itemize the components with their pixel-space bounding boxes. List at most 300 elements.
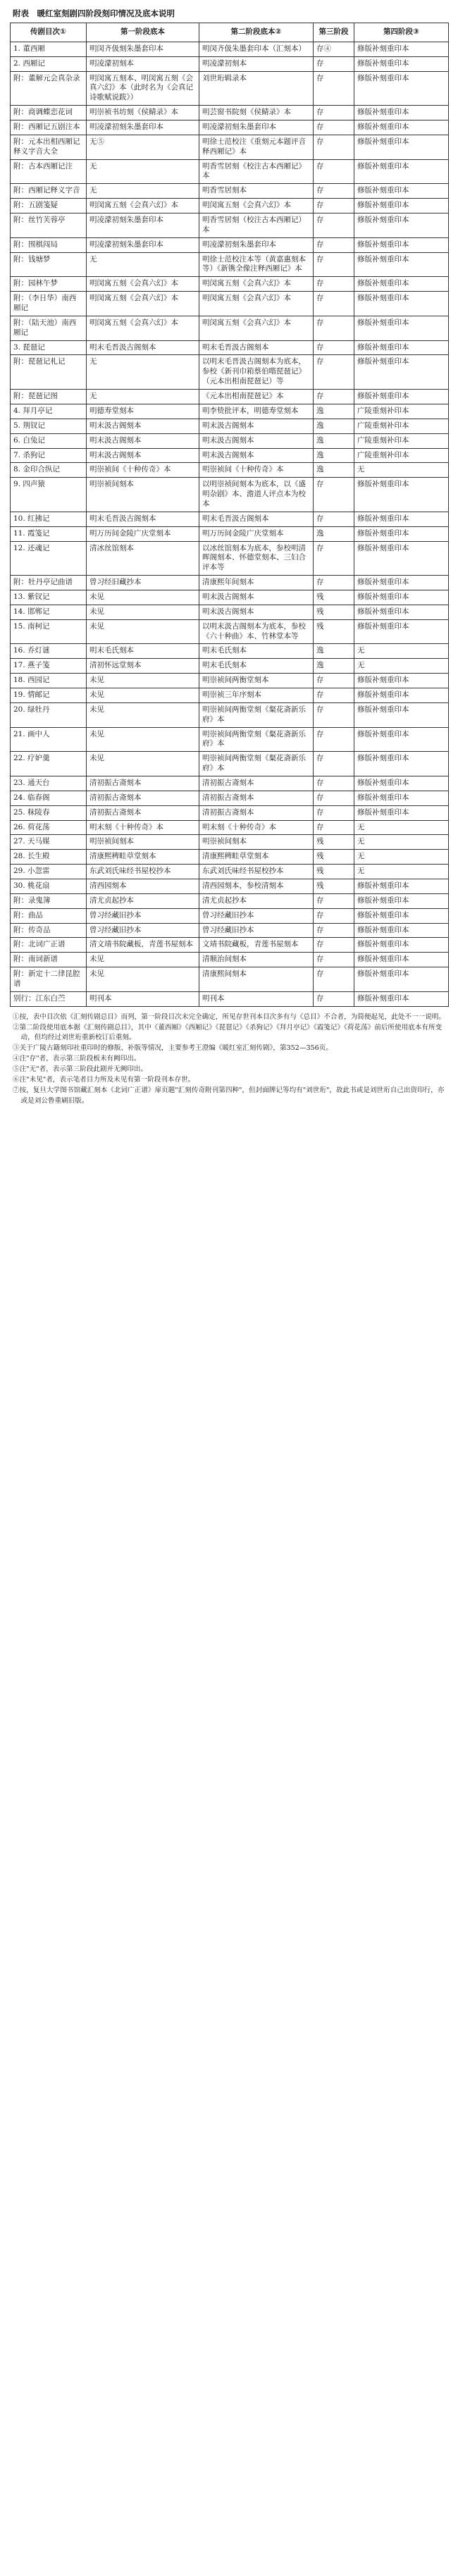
title-cell: 附：商调蝶恋花词 (11, 106, 87, 120)
table-row (11, 526, 449, 541)
stage4-cell: 修版补刻重印本 (354, 590, 449, 605)
stage2-cell: 明崇祯间两衡堂刻《粲花斋新乐府》本 (199, 727, 314, 752)
stage3-cell: 存 (314, 184, 354, 199)
stage4-cell: 修版补刻重印本 (354, 688, 449, 702)
stage3-cell: 存 (314, 688, 354, 702)
title-cell: 20. 绿牡丹 (11, 702, 87, 727)
stage1-cell: 明末刻《十种传奇》本 (87, 820, 199, 835)
stage1-cell: 明德寿堂刻本 (87, 404, 199, 419)
table-row (11, 953, 449, 967)
stage2-cell: 明崇祯间《十种传奇》本 (199, 463, 314, 478)
stage4-cell: 修版补刻重印本 (354, 316, 449, 340)
stage1-cell: 明凌濛初刻本 (87, 56, 199, 71)
stage2-cell: 明李贽批评本，明德寿堂刻本 (199, 404, 314, 419)
title-cell: 14. 邯郸记 (11, 605, 87, 619)
stage2-cell: 明闵寓五刻《会真六幻》本 (199, 277, 314, 292)
stage2-cell: 刘世珩辑录本 (199, 71, 314, 106)
table-row (11, 776, 449, 791)
stage4-cell: 无 (354, 835, 449, 850)
stage2-cell: 明闵寓五刻《会真六幻》本 (199, 316, 314, 340)
stage4-cell: 修版补刻重印本 (354, 199, 449, 213)
stage3-cell: 存 (314, 237, 354, 252)
stage3-cell: 逸 (314, 433, 354, 448)
stage1-cell: 清初振古斋刻本 (87, 805, 199, 820)
stage3-cell: 存 (314, 752, 354, 776)
stage2-cell: 文靖书院藏板，青莲书屋刻本 (199, 938, 314, 953)
stage1-cell: 明末汲古阁刻本 (87, 419, 199, 433)
table-row (11, 237, 449, 252)
stage2-cell: 明末毛氏刻本 (199, 659, 314, 674)
table-row (11, 390, 449, 404)
stage4-cell: 修版补刻重印本 (354, 752, 449, 776)
table-row (11, 71, 449, 106)
stage2-cell: 明末汲古阁刻本 (199, 419, 314, 433)
title-cell: 附：西厢记五剧注本 (11, 120, 87, 135)
stage2-cell: 东武刘氏味经书屋校抄本 (199, 865, 314, 879)
stage2-cell: 以明崇祯间刻本为底本，以《盛明杂剧》本、澹道人评点本为校本 (199, 478, 314, 512)
title-cell: 附：五剧笺疑 (11, 199, 87, 213)
stage3-cell: 存 (314, 702, 354, 727)
stage3-cell: 存 (314, 938, 354, 953)
title-cell: 26. 荷花荡 (11, 820, 87, 835)
title-cell: 附：南词新谱 (11, 953, 87, 967)
stage1-cell: 清西园刻本 (87, 879, 199, 894)
stage2-cell: 明末刻《十种传奇》本 (199, 820, 314, 835)
title-cell: 附：围棋闯局 (11, 237, 87, 252)
stage1-cell: 清冰丝馆刻本 (87, 541, 199, 576)
stage3-cell: 存 (314, 791, 354, 805)
title-cell: 29. 小忽雷 (11, 865, 87, 879)
table-row (11, 42, 449, 56)
stage3-cell: 存④ (314, 42, 354, 56)
stage3-cell: 逸 (314, 463, 354, 478)
table-row (11, 850, 449, 865)
stage1-cell: 明崇祯间《十种传奇》本 (87, 463, 199, 478)
title-cell: 12. 还魂记 (11, 541, 87, 576)
table-row (11, 292, 449, 316)
title-cell: 11. 霞笺记 (11, 526, 87, 541)
stage3-cell: 存 (314, 967, 354, 992)
title-cell: 附：（李日华）南西厢记 (11, 292, 87, 316)
stage1-cell: 明凌濛初刻朱墨套印本 (87, 237, 199, 252)
stage4-cell: 广陵重刻补印本 (354, 448, 449, 463)
stage4-cell: 无 (354, 659, 449, 674)
stage1-cell: 未见 (87, 590, 199, 605)
table-row (11, 908, 449, 923)
title-cell: 附：琵琶记札记 (11, 355, 87, 390)
table-row (11, 340, 449, 355)
stage4-cell: 广陵重刻补印本 (354, 433, 449, 448)
stage2-cell: 明凌濛初刻本 (199, 56, 314, 71)
stage3-cell: 存 (314, 355, 354, 390)
stage2-cell: 明闵寓五刻《会真六幻》本 (199, 292, 314, 316)
table-row (11, 277, 449, 292)
title-cell: 附：牡丹亭记曲谱 (11, 576, 87, 590)
header-stage1: 第一阶段底本 (87, 23, 199, 42)
table-row (11, 448, 449, 463)
stage2-cell: 明崇祯三年序刻本 (199, 688, 314, 702)
title-cell: 30. 桃花扇 (11, 879, 87, 894)
stage1-cell: 无 (87, 252, 199, 277)
stage2-cell: 清初振古斋刻本 (199, 776, 314, 791)
title-cell: 23. 通天台 (11, 776, 87, 791)
stage1-cell: 未见 (87, 605, 199, 619)
title-cell: 16. 乔灯谜 (11, 644, 87, 659)
stage3-cell: 存 (314, 56, 354, 71)
stage2-cell: 清初振古斋刻本 (199, 805, 314, 820)
stage4-cell: 修版补刻重印本 (354, 526, 449, 541)
stage2-cell: 明香雪居刻《校注古本西厢记》本 (199, 159, 314, 184)
table-body (11, 42, 449, 1006)
stage2-cell: 明崇祯间刻本 (199, 835, 314, 850)
stage1-cell: 无 (87, 184, 199, 199)
table-row (11, 967, 449, 992)
stage1-cell: 明崇祯间刻本 (87, 478, 199, 512)
stage4-cell: 修版补刻重印本 (354, 120, 449, 135)
stage1-cell: 明末汲古阁刻本 (87, 448, 199, 463)
stage2-cell: 明徐士范校注《重刻元本题评音释西厢记》本 (199, 135, 314, 159)
table-row (11, 991, 449, 1006)
stage3-cell: 逸 (314, 448, 354, 463)
footnotes (10, 1013, 448, 1107)
stage3-cell: 存 (314, 316, 354, 340)
stage4-cell: 修版补刻重印本 (354, 512, 449, 526)
stage3-cell: 存 (314, 252, 354, 277)
stage3-cell: 逸 (314, 659, 354, 674)
stage2-cell: 明万历间金陵广庆堂刻本 (199, 526, 314, 541)
stage1-cell: 清尤贞起抄本 (87, 893, 199, 908)
stage2-cell: 以冰丝馆刻本为底本，参校明清晖阁刻本、怀德堂刻本、三妇合评本等 (199, 541, 314, 576)
stage4-cell: 修版补刻重印本 (354, 478, 449, 512)
footnote: ③关于广陵古籍刻印社重印时的修版、补版等情况，主要参考王澄编《暖红室汇刻传剧》，第352—356页。 (13, 1044, 333, 1053)
table-row (11, 727, 449, 752)
stage3-cell: 存 (314, 512, 354, 526)
stage2-cell: 明末汲古阁刻本 (199, 448, 314, 463)
stage2-cell: 清康熙稗畦草堂刻本 (199, 850, 314, 865)
stage1-cell: 无 (87, 390, 199, 404)
stage3-cell: 存 (314, 953, 354, 967)
title-cell: 附：录鬼簿 (11, 893, 87, 908)
table-row (11, 419, 449, 433)
stage1-cell: 东武刘氏味经书屋校抄本 (87, 865, 199, 879)
stage1-cell: 明刊本 (87, 991, 199, 1006)
table-row (11, 56, 449, 71)
stage3-cell: 存 (314, 923, 354, 938)
table-row (11, 199, 449, 213)
stage3-cell: 存 (314, 478, 354, 512)
stage1-cell: 明末汲古阁刻本 (87, 433, 199, 448)
stage4-cell: 修版补刻重印本 (354, 674, 449, 688)
stage4-cell: 修版补刻重印本 (354, 71, 449, 106)
stage4-cell: 修版补刻重印本 (354, 541, 449, 576)
stage2-cell: 明凌濛初刻朱墨套印本 (199, 237, 314, 252)
table-row (11, 835, 449, 850)
stage3-cell: 存 (314, 674, 354, 688)
table-header-row (11, 23, 449, 42)
stage1-cell: 曾习经藏旧抄本 (87, 923, 199, 938)
stage1-cell: 曾习经藏旧抄本 (87, 908, 199, 923)
footnote: ②第二阶段使用底本据《汇刻传剧总目》，其中《董西厢》《西厢记》《琵琶记》《杀狗记》《拜月亭记》《霞笺记》《荷花荡》前后所使用底本有所变动，但均经过刘世珩重新校订后重刻。 (13, 1023, 442, 1042)
stage1-cell: 明凌濛初刻朱墨套印本 (87, 120, 199, 135)
title-cell: 7. 杀狗记 (11, 448, 87, 463)
table-row (11, 463, 449, 478)
stage1-cell: 明闵齐伋刻朱墨套印本 (87, 42, 199, 56)
footnote: ⑤注"无"者，表示第三阶段此剧并无阙印出。 (13, 1065, 148, 1074)
stage4-cell: 无 (354, 644, 449, 659)
stage3-cell: 存 (314, 991, 354, 1006)
stage2-cell: 明闵寓五刻《会真六幻》本 (199, 199, 314, 213)
stage2-cell: 明末汲古阁刻本 (199, 590, 314, 605)
table-row (11, 478, 449, 512)
stage3-cell: 存 (314, 213, 354, 238)
table-row (11, 252, 449, 277)
stage1-cell: 清初怀远堂刻本 (87, 659, 199, 674)
table-row (11, 213, 449, 238)
table-row (11, 135, 449, 159)
stage2-cell: 以明末毛晋汲古阁刻本为底本，参校《新刊巾箱蔡伯喈琵琶记》（元本出相南琵琶记）等 (199, 355, 314, 390)
stage4-cell: 修版补刻重印本 (354, 805, 449, 820)
table-row (11, 184, 449, 199)
stage3-cell: 存 (314, 159, 354, 184)
stage1-cell: 明末毛晋汲古阁刻本 (87, 340, 199, 355)
stage2-cell: 曾习经藏旧抄本 (199, 908, 314, 923)
table-row (11, 316, 449, 340)
title-cell: 15. 南柯记 (11, 619, 87, 644)
table-row (11, 576, 449, 590)
footnote: ①按，表中目次依《汇刻传剧总目》而列，第一阶段目次未完全确定，所见存世刊本目次多有与《总目》不合者，为简便起见，此处不一一说明。 (13, 1013, 445, 1021)
table-row (11, 820, 449, 835)
stage1-cell: 未见 (87, 674, 199, 688)
stage2-cell: 明香雪居刻本 (199, 184, 314, 199)
stage3-cell: 存 (314, 106, 354, 120)
title-cell: 17. 燕子笺 (11, 659, 87, 674)
table-row (11, 355, 449, 390)
stage3-cell: 存 (314, 727, 354, 752)
stage4-cell: 修版补刻重印本 (354, 184, 449, 199)
stage1-cell: 明闵寓五刻《会真六幻》本 (87, 199, 199, 213)
stage1-cell: 明闵寓五刻《会真六幻》本 (87, 316, 199, 340)
stage1-cell: 明崇祯书坊刻《侯鲭录》本 (87, 106, 199, 120)
stage2-cell: 明末毛晋汲古阁刻本 (199, 340, 314, 355)
title-cell: 10. 红拂记 (11, 512, 87, 526)
table-row (11, 619, 449, 644)
stage4-cell: 修版补刻重印本 (354, 938, 449, 953)
stage4-cell: 修版补刻重印本 (354, 576, 449, 590)
stage1-cell: 明闵寓五刻本、明闵寓五刻《会真六幻》本（此时名为《会真记诗歌赋说跋》） (87, 71, 199, 106)
stage1-cell: 明崇祯间刻本 (87, 835, 199, 850)
stage2-cell: 清初振古斋刻本 (199, 791, 314, 805)
table-caption: 附表 暖红室刻剧四阶段刻印情况及底本说明 (13, 8, 175, 18)
stage1-cell: 明万历间金陵广庆堂刻本 (87, 526, 199, 541)
stage4-cell: 修版补刻重印本 (354, 879, 449, 894)
stage4-cell: 修版补刻重印本 (354, 390, 449, 404)
stage3-cell: 逸 (314, 644, 354, 659)
table-row (11, 644, 449, 659)
title-cell: 4. 拜月亭记 (11, 404, 87, 419)
title-cell: 18. 西园记 (11, 674, 87, 688)
title-cell: 24. 临春阁 (11, 791, 87, 805)
stage3-cell: 残 (314, 619, 354, 644)
table-row (11, 938, 449, 953)
stage1-cell: 清初振古斋刻本 (87, 791, 199, 805)
table-row (11, 923, 449, 938)
stage3-cell: 存 (314, 340, 354, 355)
stage2-cell: 清尤贞起抄本 (199, 893, 314, 908)
footnote: ⑥注"未见"者，表示笔者目力所及未见有第一阶段刊本存世。 (13, 1075, 195, 1084)
table-row (11, 659, 449, 674)
stage3-cell: 残 (314, 865, 354, 879)
title-cell: 附：园林午梦 (11, 277, 87, 292)
stage2-cell: 以明末汲古阁刻本为底本，参校《六十种曲》本、竹林堂本等 (199, 619, 314, 644)
stage3-cell: 存 (314, 390, 354, 404)
stage1-cell: 明闵寓五刻《会真六幻》本 (87, 292, 199, 316)
stage4-cell: 修版补刻重印本 (354, 791, 449, 805)
table-row (11, 702, 449, 727)
stage4-cell: 修版补刻重印本 (354, 776, 449, 791)
title-cell: 1. 董西厢 (11, 42, 87, 56)
table-row (11, 404, 449, 419)
appendix-table (10, 23, 449, 1007)
header-stage2: 第二阶段底本② (199, 23, 314, 42)
stage4-cell: 广陵重刻补印本 (354, 404, 449, 419)
title-cell: 附：钱塘梦 (11, 252, 87, 277)
table-row (11, 752, 449, 776)
title-cell: 附：曲品 (11, 908, 87, 923)
title-cell: 附：丝竹芙蓉亭 (11, 213, 87, 238)
stage1-cell: 清初振古斋刻本 (87, 776, 199, 791)
stage4-cell: 修版补刻重印本 (354, 893, 449, 908)
title-cell: 附：元本出相西厢记释义字音大全 (11, 135, 87, 159)
stage3-cell: 存 (314, 135, 354, 159)
stage4-cell: 修版补刻重印本 (354, 702, 449, 727)
stage4-cell: 修版补刻重印本 (354, 340, 449, 355)
stage3-cell: 存 (314, 71, 354, 106)
stage4-cell: 修版补刻重印本 (354, 135, 449, 159)
stage3-cell: 残 (314, 605, 354, 619)
stage1-cell: 未见 (87, 967, 199, 992)
header-stage3: 第三阶段 (314, 23, 354, 42)
stage2-cell: 明末毛晋汲古阁刻本 (199, 512, 314, 526)
title-cell: 附：新定十二律昆腔谱 (11, 967, 87, 992)
table-row (11, 791, 449, 805)
stage3-cell: 存 (314, 199, 354, 213)
stage2-cell: 曾习经藏旧抄本 (199, 923, 314, 938)
stage2-cell: 明香雪居刻（校注古本西厢记）本 (199, 213, 314, 238)
title-cell: 附：古本西厢记注 (11, 159, 87, 184)
title-cell: 13. 紫钗记 (11, 590, 87, 605)
stage1-cell: 未见 (87, 727, 199, 752)
stage4-cell: 修版补刻重印本 (354, 277, 449, 292)
table-row (11, 590, 449, 605)
stage2-cell: 明刊本 (199, 991, 314, 1006)
stage4-cell: 修版补刻重印本 (354, 159, 449, 184)
title-cell: 22. 疗妒羹 (11, 752, 87, 776)
stage2-cell: 《元本出相南琵琶记》本 (199, 390, 314, 404)
stage1-cell: 明凌濛初刻朱墨套印本 (87, 213, 199, 238)
stage3-cell: 存 (314, 541, 354, 576)
stage1-cell: 未见 (87, 702, 199, 727)
stage4-cell: 修版补刻重印本 (354, 42, 449, 56)
title-cell: 附：琵琶记图 (11, 390, 87, 404)
stage2-cell: 清西园刻本，参校清刻本 (199, 879, 314, 894)
stage4-cell: 修版补刻重印本 (354, 355, 449, 390)
stage3-cell: 存 (314, 820, 354, 835)
table-row (11, 605, 449, 619)
stage3-cell: 残 (314, 850, 354, 865)
stage2-cell: 清顺治间刻本 (199, 953, 314, 967)
stage1-cell: 未见 (87, 688, 199, 702)
table-row (11, 512, 449, 526)
table-row (11, 106, 449, 120)
stage2-cell: 明末毛氏刻本 (199, 644, 314, 659)
stage4-cell: 修版补刻重印本 (354, 967, 449, 992)
stage4-cell: 修版补刻重印本 (354, 605, 449, 619)
stage4-cell: 修版补刻重印本 (354, 923, 449, 938)
title-cell: 附：北词广正谱 (11, 938, 87, 953)
stage3-cell: 存 (314, 805, 354, 820)
stage4-cell: 广陵重刻补印本 (354, 419, 449, 433)
stage1-cell: 明末毛氏刻本 (87, 644, 199, 659)
stage3-cell: 存 (314, 908, 354, 923)
stage3-cell: 残 (314, 835, 354, 850)
footnote: ⑦按，复旦大学图书馆藏汇刻本《北词广正谱》扉页题"汇刻传奇附刊第四种"，但封面牌记等均有"刘世珩"，故此书或是刘世珩自己出资印行，亦或是刘公鲁重刷旧版。 (13, 1086, 445, 1105)
stage4-cell: 修版补刻重印本 (354, 292, 449, 316)
stage2-cell: 明末汲古阁刻本 (199, 433, 314, 448)
stage1-cell: 清文靖书院藏板，青莲书屋刻本 (87, 938, 199, 953)
stage3-cell: 存 (314, 776, 354, 791)
title-cell: 附：董解元会真杂录 (11, 71, 87, 106)
table-row (11, 879, 449, 894)
stage3-cell: 逸 (314, 419, 354, 433)
stage3-cell: 残 (314, 590, 354, 605)
stage3-cell: 逸 (314, 404, 354, 419)
stage1-cell: 未见 (87, 619, 199, 644)
title-cell: 25. 秣陵春 (11, 805, 87, 820)
stage4-cell: 修版补刻重印本 (354, 106, 449, 120)
title-cell: 附：西厢记释义字音 (11, 184, 87, 199)
stage1-cell: 明末毛晋汲古阁刻本 (87, 512, 199, 526)
title-cell: 3. 琵琶记 (11, 340, 87, 355)
title-cell: 附：传奇品 (11, 923, 87, 938)
title-cell: 5. 荆钗记 (11, 419, 87, 433)
table-row (11, 688, 449, 702)
title-cell: 2. 西厢记 (11, 56, 87, 71)
stage3-cell: 存 (314, 277, 354, 292)
title-cell: 28. 长生殿 (11, 850, 87, 865)
stage4-cell: 修版补刻重印本 (354, 56, 449, 71)
title-cell: 9. 四声猿 (11, 478, 87, 512)
table-row (11, 541, 449, 576)
stage4-cell: 修版补刻重印本 (354, 237, 449, 252)
stage1-cell: 清康熙稗畦草堂刻本 (87, 850, 199, 865)
footnote: ④注"存"者，表示第三阶段板未有阙印出。 (13, 1055, 141, 1063)
stage4-cell: 修版补刻重印本 (354, 908, 449, 923)
stage4-cell: 无 (354, 820, 449, 835)
stage2-cell: 明崇祯间两衡堂刻本 (199, 674, 314, 688)
table-row (11, 893, 449, 908)
title-cell: 8. 金印合纵记 (11, 463, 87, 478)
stage2-cell: 明凌濛初刻朱墨套印本 (199, 120, 314, 135)
stage4-cell: 无 (354, 850, 449, 865)
stage3-cell: 存 (314, 292, 354, 316)
stage4-cell: 修版补刻重印本 (354, 252, 449, 277)
title-cell: 19. 情邮记 (11, 688, 87, 702)
stage3-cell: 存 (314, 893, 354, 908)
stage4-cell: 无 (354, 463, 449, 478)
stage1-cell: 无⑤ (87, 135, 199, 159)
stage1-cell: 无 (87, 355, 199, 390)
stage3-cell: 存 (314, 120, 354, 135)
